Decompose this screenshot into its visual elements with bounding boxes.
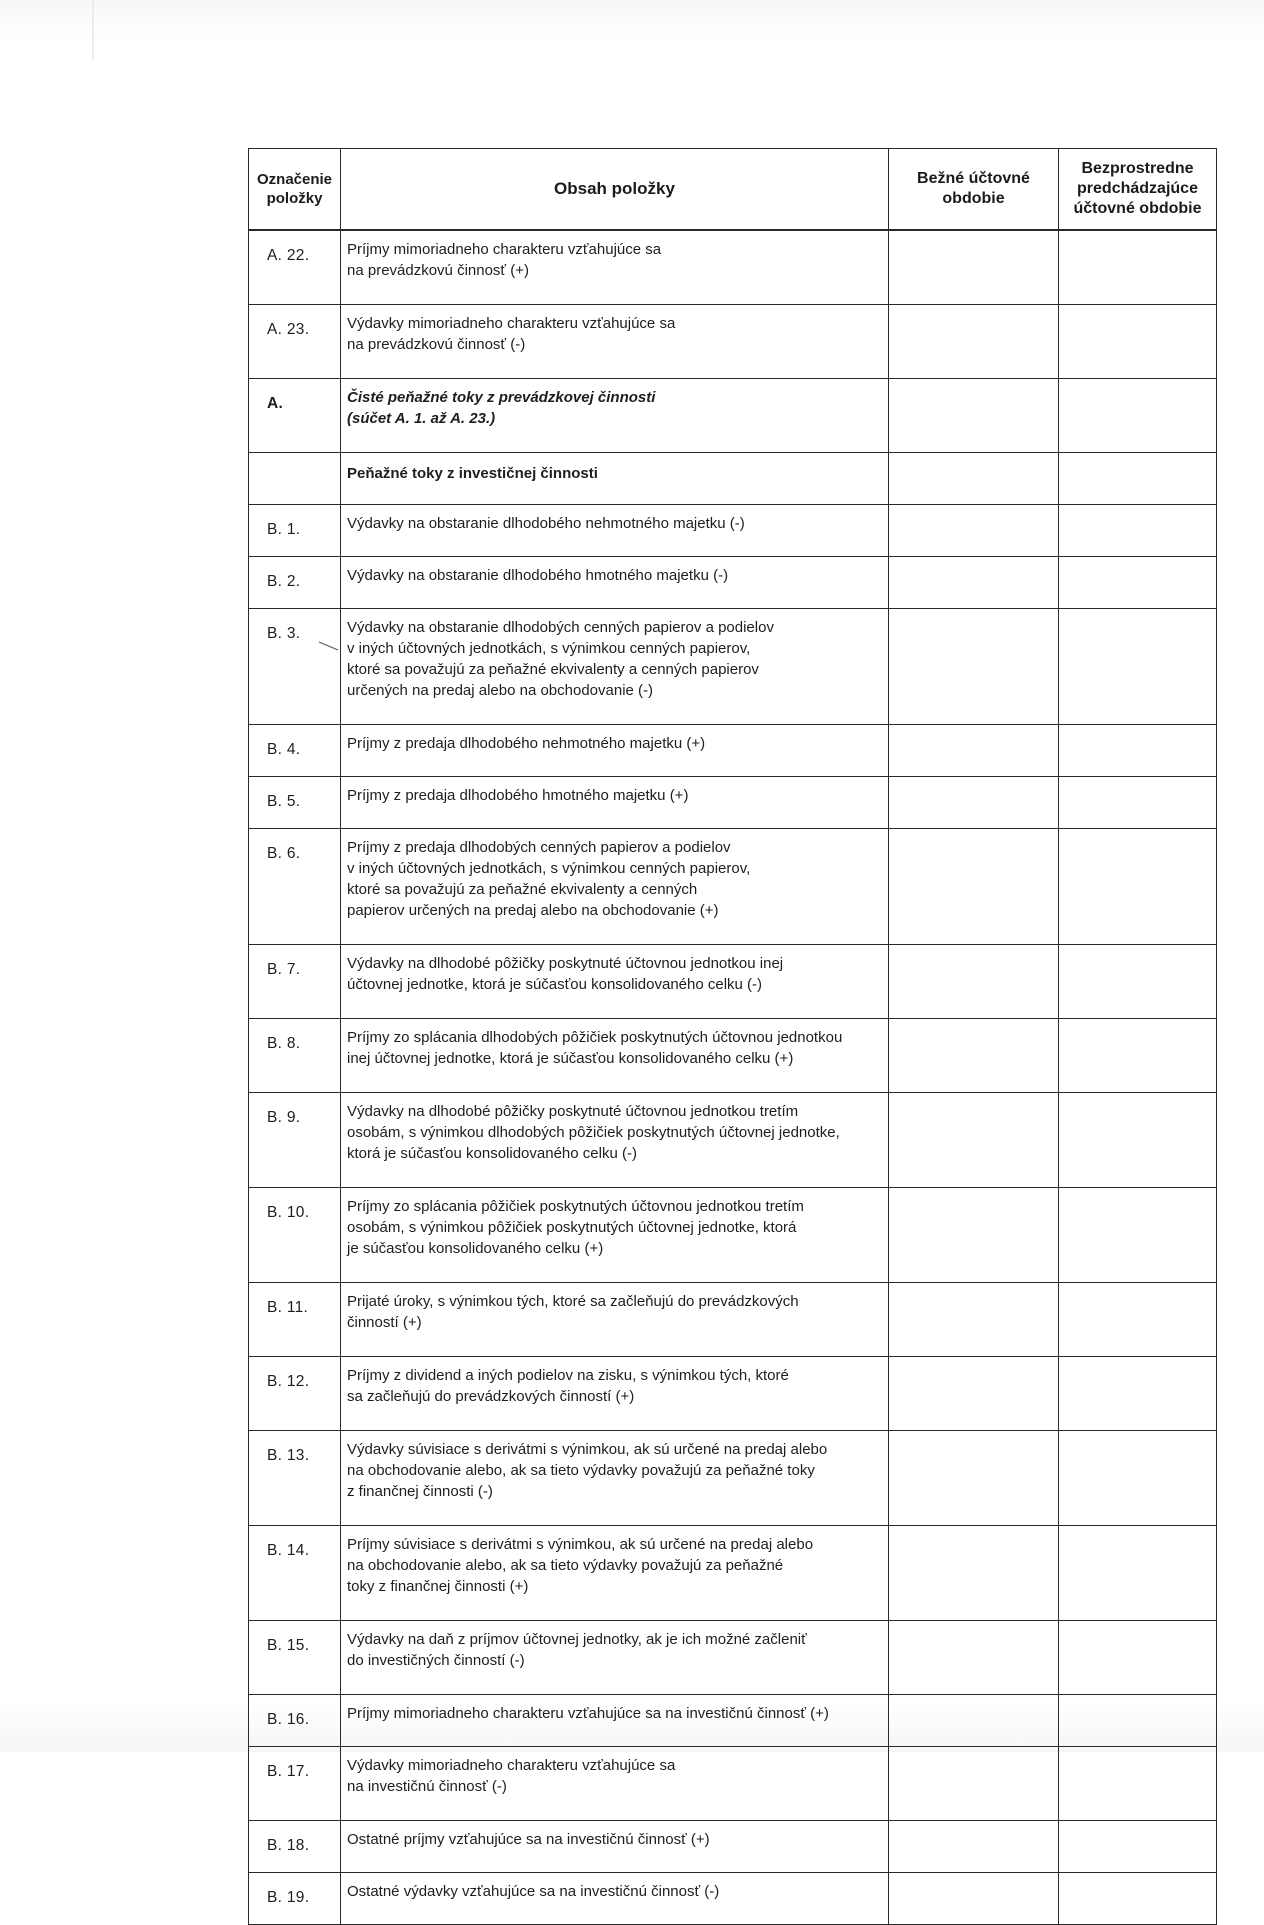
current-period-cell (889, 379, 1059, 453)
row-description: Výdavky súvisiace s derivátmi s výnimkou, ak sú určené na predaj alebo na obchodovanie alebo, ak sa tieto výdavky považujú za peňažné toky z finančnej činnosti (-) (341, 1431, 889, 1526)
header-item-content: Obsah položky (341, 149, 889, 231)
pen-stroke-mark (318, 641, 340, 651)
row-description: Prijaté úroky, s výnimkou tých, ktoré sa začleňujú do prevádzkových činností (+) (341, 1283, 889, 1357)
section-heading: Peňažné toky z investičnej činnosti (341, 453, 889, 505)
previous-period-cell (1059, 1283, 1217, 1357)
table-row (249, 777, 1217, 829)
current-period-cell (889, 305, 1059, 379)
row-code: B. 4. (249, 725, 341, 777)
table-row (249, 1873, 1217, 1925)
previous-period-cell (1059, 1621, 1217, 1695)
current-period-cell (889, 777, 1059, 829)
previous-period-cell (1059, 829, 1217, 945)
table-row-section (249, 453, 1217, 505)
row-code: A. (249, 379, 341, 453)
row-description: Výdavky na obstaranie dlhodobého nehmotného majetku (-) (341, 505, 889, 557)
row-code: A. 22. (249, 230, 341, 305)
table-row (249, 230, 1217, 305)
row-code: B. 7. (249, 945, 341, 1019)
row-description: Výdavky na dlhodobé pôžičky poskytnuté účtovnou jednotkou tretím osobám, s výnimkou dlhodobých pôžičiek poskytnutých účtovnej jednotke, ktorá je súčasťou konsolidovaného celku (-) (341, 1093, 889, 1188)
table-row (249, 1188, 1217, 1283)
current-period-cell (889, 1019, 1059, 1093)
table-row (249, 829, 1217, 945)
table-row (249, 1526, 1217, 1621)
row-code: B. 17. (249, 1747, 341, 1821)
row-code: B. 16. (249, 1695, 341, 1747)
table-row (249, 1621, 1217, 1695)
current-period-cell (889, 1873, 1059, 1925)
row-code: B. 10. (249, 1188, 341, 1283)
table-row (249, 305, 1217, 379)
row-code: B. 5. (249, 777, 341, 829)
previous-period-cell (1059, 1526, 1217, 1621)
row-code: B. 14. (249, 1526, 341, 1621)
row-description: Príjmy mimoriadneho charakteru vzťahujúce sa na investičnú činnosť (+) (341, 1695, 889, 1747)
previous-period-cell (1059, 230, 1217, 305)
table-row (249, 1695, 1217, 1747)
row-description: Výdavky na obstaranie dlhodobého hmotného majetku (-) (341, 557, 889, 609)
current-period-cell (889, 1747, 1059, 1821)
previous-period-cell (1059, 379, 1217, 453)
header-item-code: Označenie položky (249, 149, 341, 231)
table-row (249, 1283, 1217, 1357)
current-period-cell (889, 1821, 1059, 1873)
current-period-cell (889, 1093, 1059, 1188)
previous-period-cell (1059, 453, 1217, 505)
row-description: Príjmy zo splácania pôžičiek poskytnutých účtovnou jednotkou tretím osobám, s výnimkou pôžičiek poskytnutých účtovnej jednotke, ktorá je súčasťou konsolidovaného celku (+) (341, 1188, 889, 1283)
table-row (249, 1357, 1217, 1431)
row-code (249, 453, 341, 505)
row-description: Výdavky mimoriadneho charakteru vzťahujúce sa na investičnú činnosť (-) (341, 1747, 889, 1821)
previous-period-cell (1059, 1188, 1217, 1283)
previous-period-cell (1059, 725, 1217, 777)
previous-period-cell (1059, 1695, 1217, 1747)
row-code: B. 19. (249, 1873, 341, 1925)
row-code: B. 6. (249, 829, 341, 945)
table-body (249, 230, 1217, 1925)
row-description: Výdavky na obstaranie dlhodobých cenných papierov a podielov v iných účtovných jednotkách, s výnimkou cenných papierov, ktoré sa považujú za peňažné ekvivalenty a cenných papierov určených na predaj alebo na obchodovanie (-) (341, 609, 889, 725)
current-period-cell (889, 453, 1059, 505)
table-row-total (249, 379, 1217, 453)
row-description: Výdavky na daň z príjmov účtovnej jednotky, ak je ich možné začleniť do investičných činností (-) (341, 1621, 889, 1695)
table-row (249, 557, 1217, 609)
previous-period-cell (1059, 1019, 1217, 1093)
previous-period-cell (1059, 1431, 1217, 1526)
current-period-cell (889, 725, 1059, 777)
row-description: Ostatné príjmy vzťahujúce sa na investičnú činnosť (+) (341, 1821, 889, 1873)
table-row (249, 609, 1217, 725)
row-code: B. 2. (249, 557, 341, 609)
row-description: Ostatné výdavky vzťahujúce sa na investičnú činnosť (-) (341, 1873, 889, 1925)
scan-edge-mark (92, 0, 94, 60)
row-code: B. 15. (249, 1621, 341, 1695)
row-code: A. 23. (249, 305, 341, 379)
table-row (249, 505, 1217, 557)
previous-period-cell (1059, 1093, 1217, 1188)
previous-period-cell (1059, 777, 1217, 829)
previous-period-cell (1059, 1357, 1217, 1431)
row-description: Príjmy z dividend a iných podielov na zisku, s výnimkou tých, ktoré sa začleňujú do prevádzkových činností (+) (341, 1357, 889, 1431)
previous-period-cell (1059, 505, 1217, 557)
row-code: B. 11. (249, 1283, 341, 1357)
header-current-period: Bežné účtovné obdobie (889, 149, 1059, 231)
current-period-cell (889, 829, 1059, 945)
row-description: Výdavky na dlhodobé pôžičky poskytnuté účtovnou jednotkou inej účtovnej jednotke, ktorá je súčasťou konsolidovaného celku (-) (341, 945, 889, 1019)
cash-flow-table (248, 148, 1217, 1925)
table-row (249, 1431, 1217, 1526)
current-period-cell (889, 1188, 1059, 1283)
row-code: B. 8. (249, 1019, 341, 1093)
current-period-cell (889, 1283, 1059, 1357)
row-description: Príjmy mimoriadneho charakteru vzťahujúce sa na prevádzkovú činnosť (+) (341, 230, 889, 305)
table-row (249, 945, 1217, 1019)
table-row (249, 725, 1217, 777)
current-period-cell (889, 1526, 1059, 1621)
current-period-cell (889, 505, 1059, 557)
row-description: Príjmy z predaja dlhodobých cenných papierov a podielov v iných účtovných jednotkách, s výnimkou cenných papierov, ktoré sa považujú za peňažné ekvivalenty a cenných papierov určených na predaj alebo na obchodovanie (+) (341, 829, 889, 945)
previous-period-cell (1059, 945, 1217, 1019)
current-period-cell (889, 609, 1059, 725)
previous-period-cell (1059, 1821, 1217, 1873)
previous-period-cell (1059, 305, 1217, 379)
current-period-cell (889, 1695, 1059, 1747)
table-row (249, 1747, 1217, 1821)
header-previous-period: Bezprostredne predchádzajúce účtovné obdobie (1059, 149, 1217, 231)
current-period-cell (889, 557, 1059, 609)
previous-period-cell (1059, 609, 1217, 725)
row-code: B. 3. (249, 609, 341, 725)
current-period-cell (889, 230, 1059, 305)
current-period-cell (889, 1431, 1059, 1526)
row-description: Príjmy zo splácania dlhodobých pôžičiek poskytnutých účtovnou jednotkou inej účtovnej jednotke, ktorá je súčasťou konsolidovaného celku (+) (341, 1019, 889, 1093)
table-row (249, 1821, 1217, 1873)
previous-period-cell (1059, 1747, 1217, 1821)
table-row (249, 1093, 1217, 1188)
row-code: B. 13. (249, 1431, 341, 1526)
previous-period-cell (1059, 557, 1217, 609)
row-description: Príjmy z predaja dlhodobého hmotného majetku (+) (341, 777, 889, 829)
row-code: B. 12. (249, 1357, 341, 1431)
previous-period-cell (1059, 1873, 1217, 1925)
table-header (249, 149, 1217, 231)
current-period-cell (889, 1621, 1059, 1695)
row-code: B. 1. (249, 505, 341, 557)
row-code: B. 18. (249, 1821, 341, 1873)
row-description: Výdavky mimoriadneho charakteru vzťahujúce sa na prevádzkovú činnosť (-) (341, 305, 889, 379)
row-description: Príjmy z predaja dlhodobého nehmotného majetku (+) (341, 725, 889, 777)
row-code: B. 9. (249, 1093, 341, 1188)
row-description: Čisté peňažné toky z prevádzkovej činnosti (súčet A. 1. až A. 23.) (341, 379, 889, 453)
row-description: Príjmy súvisiace s derivátmi s výnimkou, ak sú určené na predaj alebo na obchodovanie alebo, ak sa tieto výdavky považujú za peňažné toky z finančnej činnosti (+) (341, 1526, 889, 1621)
current-period-cell (889, 945, 1059, 1019)
current-period-cell (889, 1357, 1059, 1431)
table-row (249, 1019, 1217, 1093)
